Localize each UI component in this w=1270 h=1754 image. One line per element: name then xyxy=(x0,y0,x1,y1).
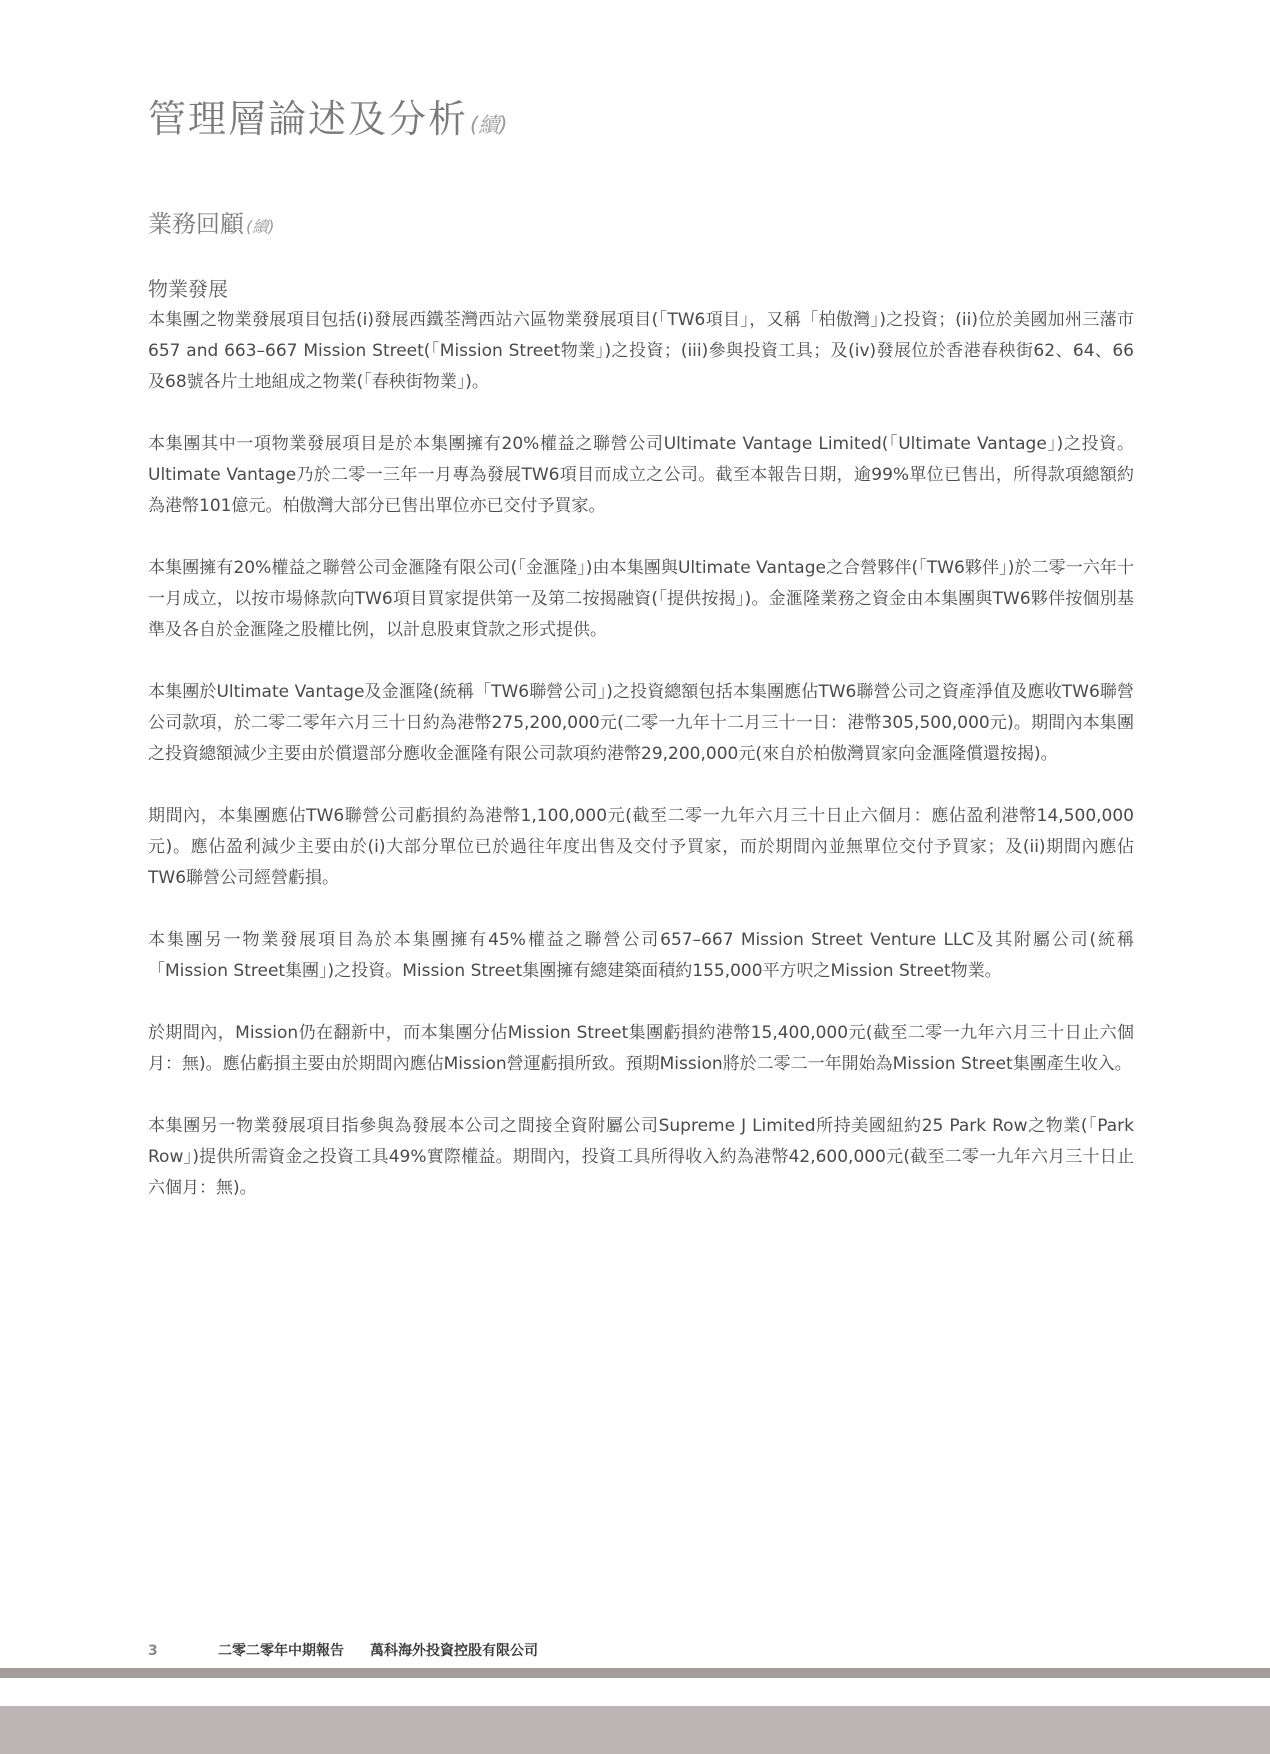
paragraph: 本集團另一物業發展項目為於本集團擁有45%權益之聯營公司657–667 Mission Street Venture LLC及其附屬公司(統稱「Mission Street集團」)之投資。Mission Street集團擁有總建築面積約155,000平方呎之Mission Street物業。 xyxy=(148,930,1134,981)
paragraph: 本集團另一物業發展項目指參與為發展本公司之間接全資附屬公司Supreme J Limited所持美國紐約25 Park Row之物業(「Park Row」)提供所需資金之投資工具49%實際權益。期間內，投資工具所得收入約為港幣42,600,000元(截至二零一九年六月三十日止六個月：無)。 xyxy=(148,1116,1134,1198)
paragraph: 本集團之物業發展項目包括(i)發展西鐵荃灣西站六區物業發展項目(「TW6項目」，又稱「柏傲灣」)之投資；(ii)位於美國加州三藩市657 and 663–667 Mission Street(「Mission Street物業」)之投資；(iii)參與投資工具；及(iv)發展位於香港春秧街62、64、66及68號各片土地組成之物業(「春秧街物業」)。 xyxy=(148,310,1134,392)
page-footer xyxy=(148,1640,538,1660)
paragraph: 期間內，本集團應佔TW6聯營公司虧損約為港幣1,100,000元(截至二零一九年六月三十日止六個月：應佔盈利港幣14,500,000元)。應佔盈利減少主要由於(i)大部分單位已於過往年度出售及交付予買家，而於期間內並無單位交付予買家；及(ii)期間內應佔TW6聯營公司經營虧損。 xyxy=(148,806,1134,888)
paragraph: 本集團擁有20%權益之聯營公司金滙隆有限公司(「金滙隆」)由本集團與Ultimate Vantage之合營夥伴(「TW6夥伴」)於二零一六年十一月成立，以按市場條款向TW6項目買家提供第一及第二按揭融資(「提供按揭」)。金滙隆業務之資金由本集團與TW6夥伴按個別基準及各自於金滙隆之股權比例，以計息股東貸款之形式提供。 xyxy=(148,558,1134,640)
company-name: 萬科海外投資控股有限公司 xyxy=(370,1643,538,1659)
footer-band-top xyxy=(0,1668,1270,1678)
paragraph: 本集團於Ultimate Vantage及金滙隆(統稱「TW6聯營公司」)之投資總額包括本集團應佔TW6聯營公司之資產淨值及應收TW6聯營公司款項，於二零二零年六月三十日約為港幣275,200,000元(二零一九年十二月三十一日：港幣305,500,000元)。期間內本集團之投資總額減少主要由於償還部分應收金滙隆有限公司款項約港幣29,200,000元(來自於柏傲灣買家向金滙隆償還按揭)。 xyxy=(148,682,1134,764)
report-name: 二零二零年中期報告 xyxy=(218,1643,344,1659)
section-heading xyxy=(148,204,275,239)
page-number: 3 xyxy=(148,1643,158,1659)
section-heading-text: 業務回顧 xyxy=(148,210,244,238)
page-title-continued: (續) xyxy=(470,113,508,137)
paragraph: 本集團其中一項物業發展項目是於本集團擁有20%權益之聯營公司Ultimate Vantage Limited(「Ultimate Vantage」)之投資。Ultimate Vantage乃於二零一三年一月專為發展TW6項目而成立之公司。截至本報告日期，逾99%單位已售出，所得款項總額約為港幣101億元。柏傲灣大部分已售出單位亦已交付予買家。 xyxy=(148,434,1134,516)
section-heading-continued: (續) xyxy=(246,217,275,236)
paragraph: 於期間內，Mission仍在翻新中，而本集團分佔Mission Street集團虧損約港幣15,400,000元(截至二零一九年六月三十日止六個月：無)。應佔虧損主要由於期間內應佔Mission營運虧損所致。預期Mission將於二零二一年開始為Mission Street集團產生收入。 xyxy=(148,1023,1134,1074)
subsection-heading: 物業發展 xyxy=(148,277,228,301)
footer-band-bottom xyxy=(0,1706,1270,1754)
page-title-text: 管理層論述及分析 xyxy=(148,97,469,141)
page-title xyxy=(148,88,507,143)
body-text xyxy=(148,305,1134,1235)
